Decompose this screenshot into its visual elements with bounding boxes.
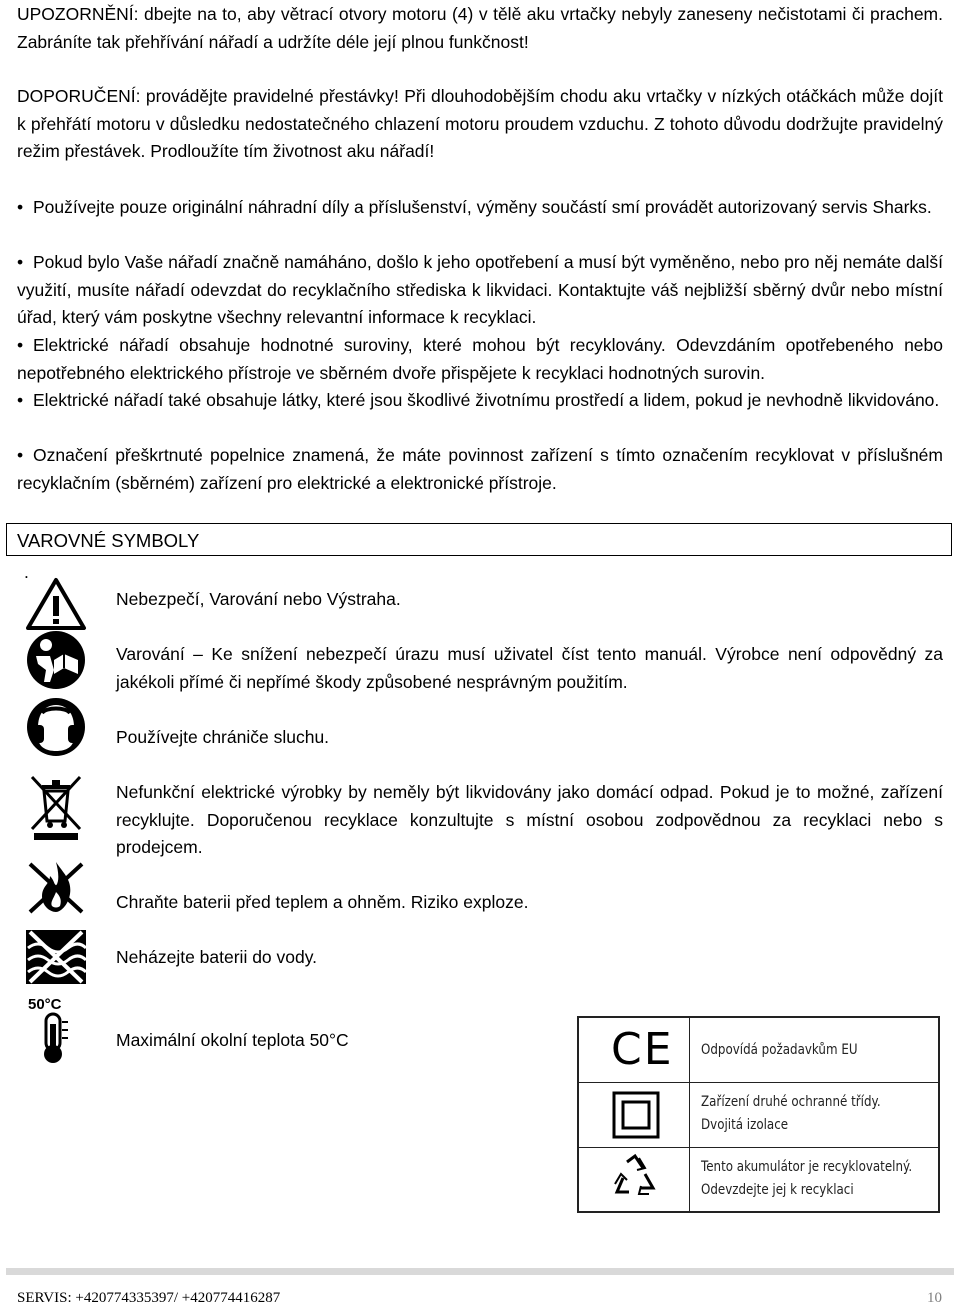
symbol-text-temperature: Maximální okolní teplota 50°C (116, 1030, 349, 1050)
certification-table (577, 1016, 940, 1213)
thermometer-label: 50°C (28, 996, 62, 1013)
recommendation-paragraph: DOPORUČENÍ: provádějte pravidelné přestávky! Při dlouhodobějším chodu aku vrtačky v nízkých otáčkách může dojít k přehřátí motoru v důsledku nedostatečného chlazení motoru proudem vzduchu. Z tohoto důvodu dodržujte pravidelný režim přestávek. Prodloužíte tím životnost aku nářadí! (17, 86, 943, 161)
stray-dot: . (24, 562, 29, 582)
symbols-heading-box (6, 523, 952, 556)
recycle-icon (579, 1148, 690, 1212)
bullet-dot: • (17, 252, 24, 272)
symbol-text-water: Neházejte baterii do vody. (116, 947, 318, 967)
bullet-item: • Používejte pouze originální náhradní díly a příslušenství, výměny součástí smí provádět autorizovaný servis Sharks. (17, 194, 943, 222)
page-number: 10 (927, 1290, 942, 1306)
bullet-item: • Označení přeškrtnuté popelnice znamená, že máte povinnost zařízení s tímto označením recyklovat v příslušném recyklačním (sběrném) zařízení pro elektrické a elektronické přístroje. (17, 442, 943, 497)
table-cell: Odpovídá požadavkům EU (701, 1042, 858, 1058)
ce-mark-icon: CE (579, 1018, 690, 1082)
bullet-dot: • (17, 390, 24, 410)
symbols-heading: VAROVNÉ SYMBOLY (17, 530, 200, 551)
no-fire-icon (24, 858, 88, 916)
symbol-text-fire: Chraňte baterii před teplem a ohněm. Riziko exploze. (116, 892, 529, 912)
bullet-item: • Elektrické nářadí také obsahuje látky, které jsou škodlivé životnímu prostředí a lidem, pokud je nevhodně likvidováno. (17, 387, 943, 415)
warning-triangle-icon (24, 574, 88, 634)
footer-divider (6, 1268, 954, 1275)
double-insulation-icon (579, 1083, 690, 1147)
hearing-protection-icon (24, 697, 88, 757)
symbol-text-bin: Nefunkční elektrické výrobky by neměly být likvidovány jako domácí odpad. Pokud je to možné, zařízení recyklujte. Doporučenou recyklace konzultujte s místní osobou zodpovědnou za recyklaci nebo s prodejcem. (116, 782, 943, 857)
table-cell: Zařízení druhé ochranné třídy. (701, 1094, 881, 1110)
crossed-bin-icon (24, 773, 88, 841)
table-row (579, 1018, 938, 1082)
table-row (579, 1082, 938, 1147)
table-cell: Odevzdejte jej k recyklaci (701, 1182, 854, 1198)
bullet-dot: • (17, 197, 24, 217)
table-cell: Tento akumulátor je recyklovatelný. (701, 1159, 913, 1175)
thermometer-icon (26, 996, 86, 1066)
read-manual-icon (24, 630, 88, 690)
table-cell: Dvojitá izolace (701, 1117, 789, 1133)
bullet-dot: • (17, 445, 24, 465)
bullet-dot: • (17, 335, 24, 355)
footer-service: SERVIS: +420774335397/ +420774416287 (17, 1290, 281, 1306)
table-row (579, 1147, 938, 1212)
symbol-text-manual: Varování – Ke snížení nebezpečí úrazu musí uživatel číst tento manuál. Výrobce není odpovědný za jakékoli přímé či nepřímé škody způsobené nesprávným použitím. (116, 644, 943, 692)
bullet-item: • Pokud bylo Vaše nářadí značně namáháno, došlo k jeho opotřebení a musí být vyměněno, nebo pro něj nemáte další využití, musíte nářadí odevzdat do recyklačního střediska k likvidaci. Kontaktujte váš nejbližší sběrný dvůr nebo místní úřad, který vám poskytne všechny relevantní informace k recyklaci. (17, 249, 943, 332)
symbol-text-hearing: Používejte chrániče sluchu. (116, 727, 330, 747)
symbol-text-warning: Nebezpečí, Varování nebo Výstraha. (116, 589, 401, 609)
warning-paragraph: UPOZORNĚNÍ: dbejte na to, aby větrací otvory motoru (4) v tělě aku vrtačky nebyly zaneseny nečistotami či prachem. Zabráníte tak přehřívání nářadí a udržíte déle její plnou funkčnost! (17, 4, 943, 52)
no-water-icon (24, 928, 88, 986)
bullet-item: • Elektrické nářadí obsahuje hodnotné suroviny, které mohou být recyklovány. Odevzdáním opotřebeného nebo nepotřebného elektrického přístroje ve sběrném dvoře přispějete k recyklaci hodnotných surovin. (17, 332, 943, 387)
